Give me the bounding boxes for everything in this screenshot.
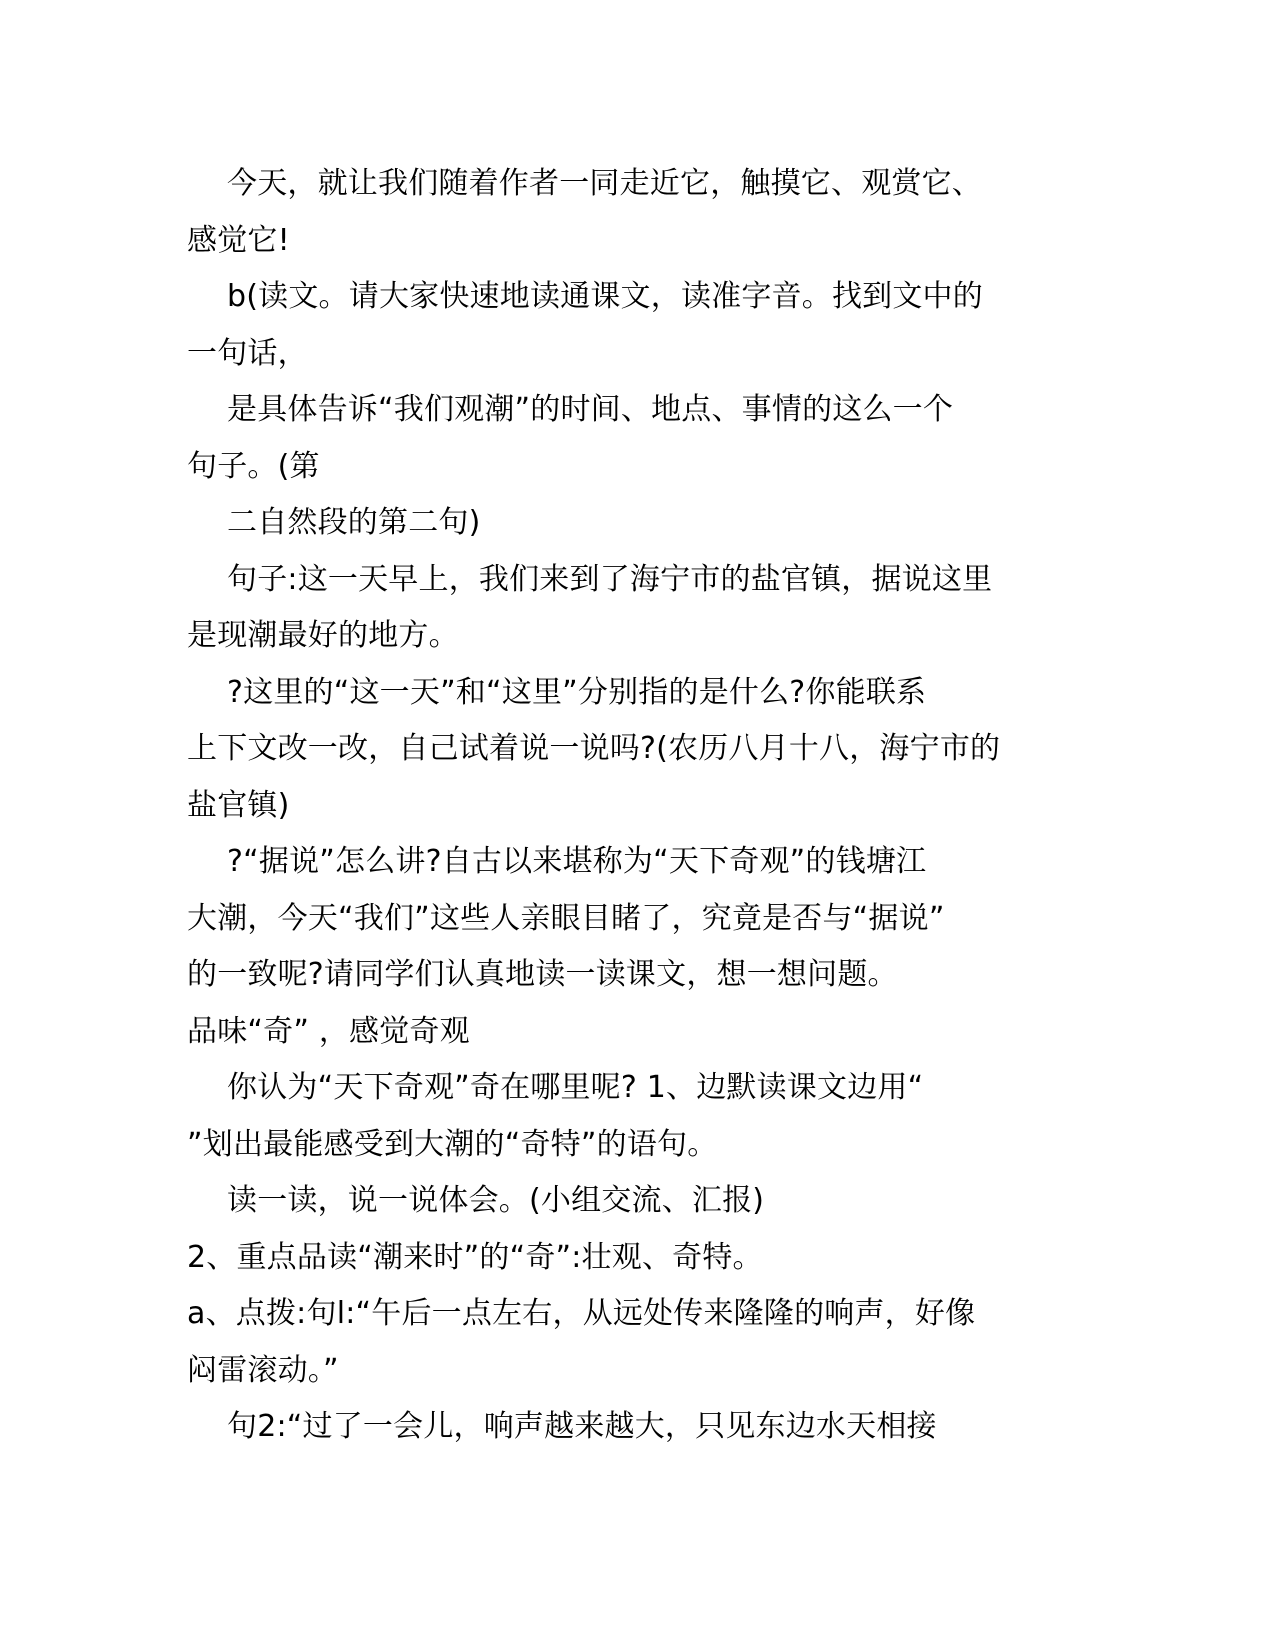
text-line: 二自然段的第二句)	[227, 505, 481, 540]
text-line: 读一读，说一说体会。(小组交流、汇报)	[227, 1183, 765, 1218]
text-line: 大潮，今天“我们”这些人亲眼目睹了，究竟是否与“据说”	[187, 900, 945, 936]
document-body	[187, 156, 1087, 1456]
text-line: ?“据说”怎么讲?自古以来堪称为“天下奇观”的钱塘江	[227, 844, 927, 879]
text-line: 闷雷滚动。”	[187, 1352, 339, 1388]
text-line: a、点拨:句l:“午后一点左右，从远处传来隆隆的响声，好像	[187, 1296, 976, 1331]
text-line: b(读文。请大家快速地读通课文，读准字音。找到文中的	[227, 279, 983, 314]
text-line: 句子:这一天早上，我们来到了海宁市的盐官镇，据说这里	[227, 561, 993, 597]
text-line: 的一致呢?请同学们认真地读一读课文，想一想问题。	[187, 957, 898, 992]
text-line: 上下文改一改，自己试着说一说吗?(农历八月十八，海宁市的	[187, 731, 1001, 766]
text-line: 感觉它!	[187, 222, 290, 258]
text-line: 2、重点品读“潮来时”的“奇”:壮观、奇特。	[187, 1239, 763, 1275]
text-line: ”划出最能感受到大潮的“奇特”的语句。	[187, 1126, 718, 1162]
text-line: 句子。(第	[187, 448, 320, 484]
text-line: 句2:“过了一会儿，响声越来越大，只见东边水天相接	[227, 1409, 937, 1444]
text-line: 你认为“天下奇观”奇在哪里呢? 1、边默读课文边用“	[227, 1070, 924, 1105]
text-line: 一句话，	[187, 335, 308, 371]
text-line: 今天，就让我们随着作者一同走近它，触摸它、观赏它、	[227, 166, 982, 201]
text-line: ?这里的“这一天”和“这里”分别指的是什么?你能联系	[227, 674, 927, 710]
section-heading: 品味“奇” ，感觉奇观	[187, 1013, 470, 1049]
text-line: 盐官镇)	[187, 787, 290, 823]
text-line: 是现潮最好的地方。	[187, 618, 459, 653]
text-line: 是具体告诉“我们观潮”的时间、地点、事情的这么一个	[227, 392, 954, 427]
